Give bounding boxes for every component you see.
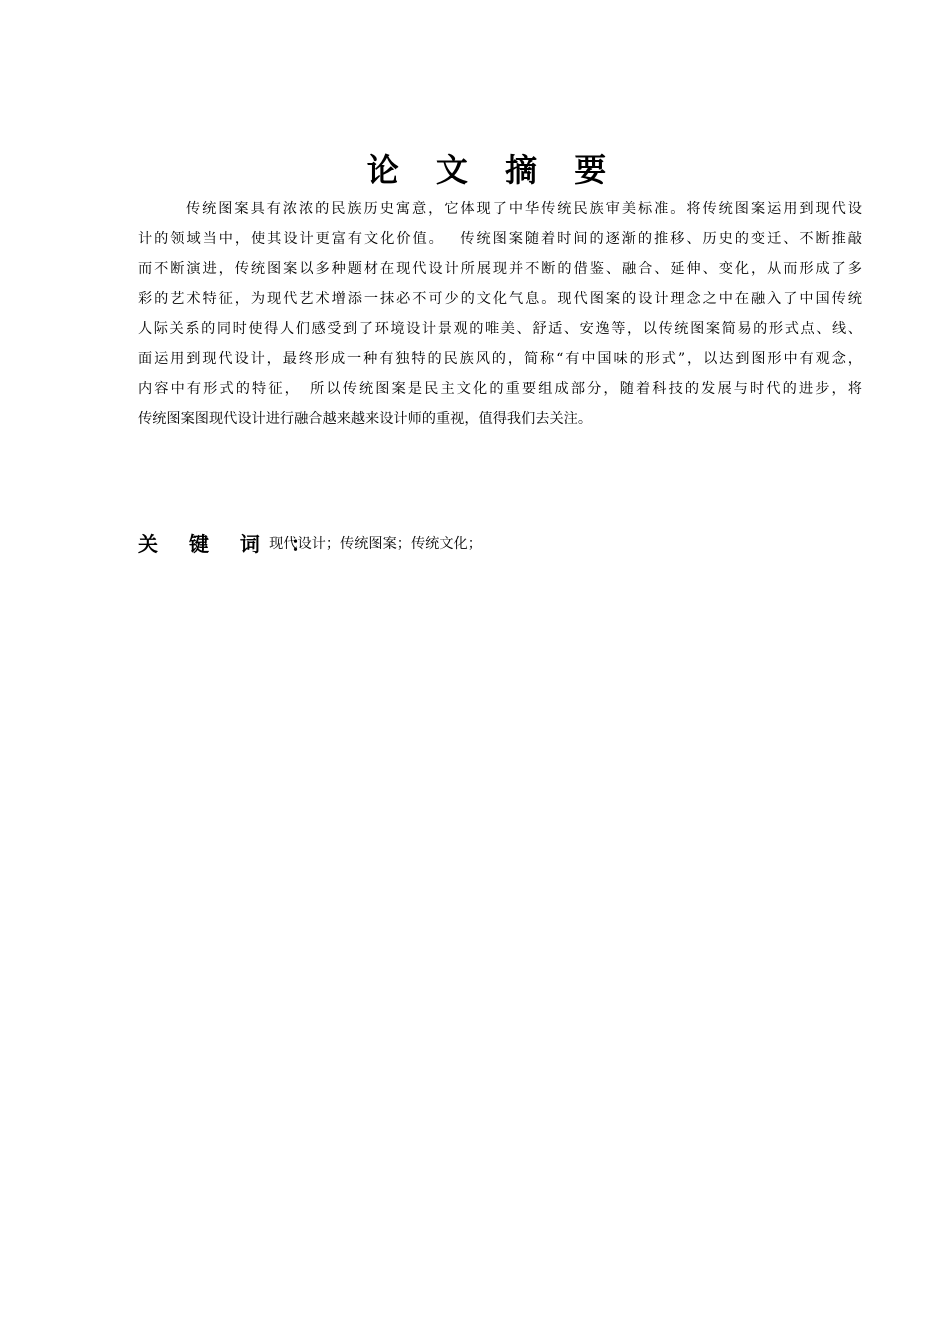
abstract-line: 面运用到现代设计，最终形成一种有独特的民族风的，简称“有中国味的形式”，以达到图形中有观念， (138, 351, 862, 367)
page-title: 论 文 摘 要 (366, 151, 620, 189)
abstract-line: 而不断演进，传统图案以多种题材在现代设计所展现并不断的借鉴、融合、延伸、变化，从而形成了多 (138, 261, 862, 277)
keywords-value: 现代设计；传统图案；传统文化； (269, 535, 482, 552)
keywords-row (138, 526, 482, 560)
abstract-line: 彩的艺术特征，为现代艺术增添一抹必不可少的文化气息。现代图案的设计理念之中在融入了中国传统 (138, 291, 862, 307)
keywords-label: 关 键 词 ： (138, 531, 323, 556)
abstract-line: 内容中有形式的特征， 所以传统图案是民主文化的重要组成部分，随着科技的发展与时代的进步，将 (138, 381, 862, 397)
abstract-body (138, 194, 862, 434)
abstract-line: 人际关系的同时使得人们感受到了环境设计景观的唯美、舒适、安逸等，以传统图案简易的形式点、线、 (138, 321, 862, 337)
abstract-line: 传统图案图现代设计进行融合越来越来设计师的重视，值得我们去关注。 (138, 411, 593, 427)
abstract-line: 传统图案具有浓浓的民族历史寓意，它体现了中华传统民族审美标准。将传统图案运用到现代设 (186, 201, 862, 217)
abstract-line: 计的领域当中，使其设计更富有文化价值。 传统图案随着时间的逐渐的推移、历史的变迁、不断推敲 (138, 231, 862, 247)
